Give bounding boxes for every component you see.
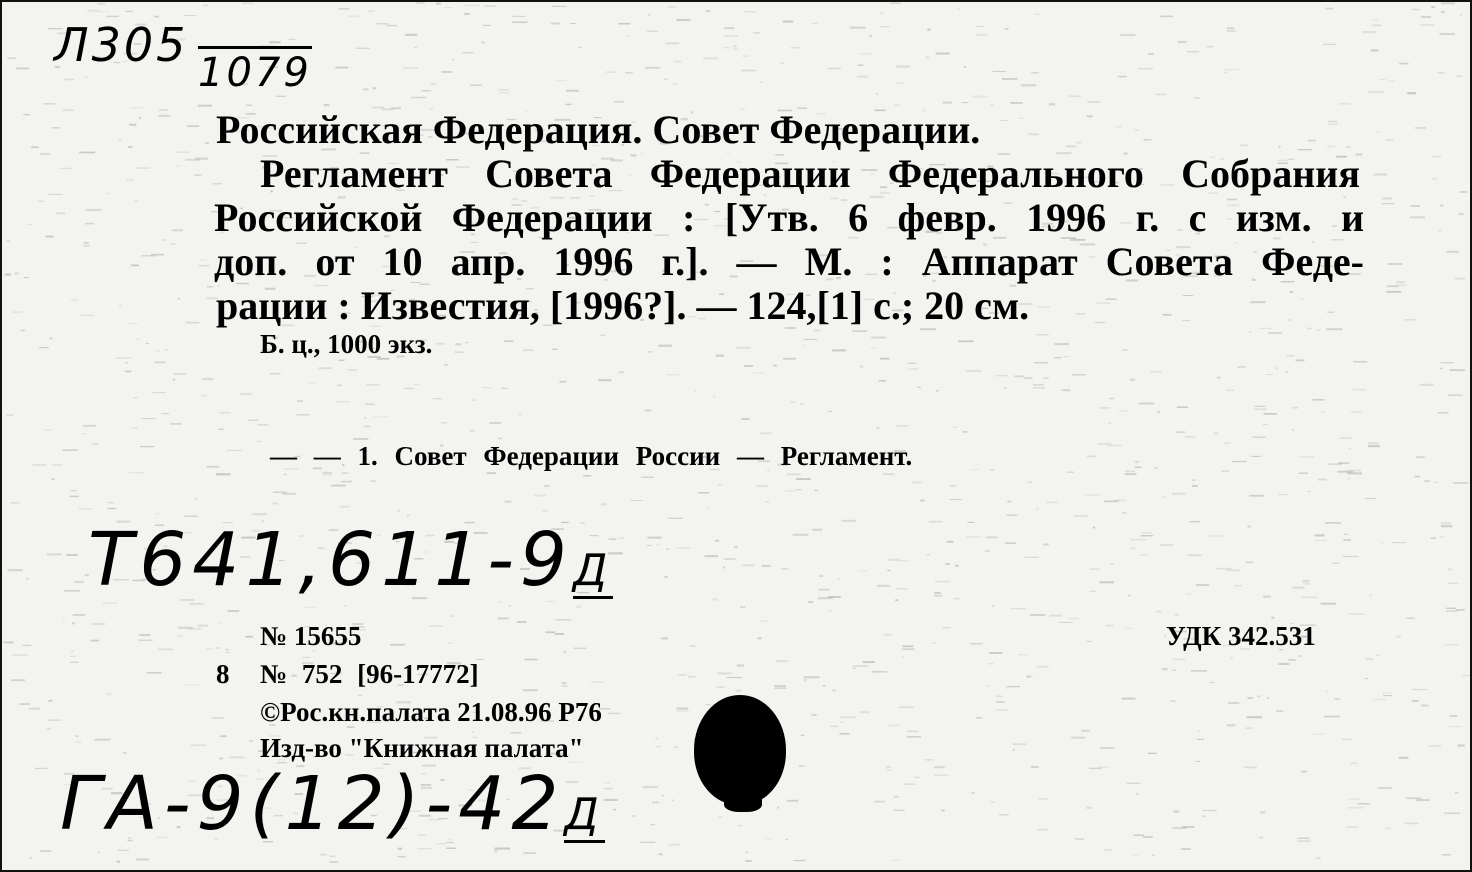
price-print-run: Б. ц., 1000 экз. bbox=[260, 329, 433, 359]
entry-title-line-1: Регламент Совета Федерации Федерального Собрания bbox=[260, 151, 1360, 196]
record-number: № 15655 bbox=[260, 621, 362, 651]
handwritten-code-middle-main: Т641,611-9 bbox=[88, 517, 573, 603]
publisher-line: Изд-во "Книжная палата" bbox=[260, 733, 584, 763]
copyright-line: ©Рос.кн.палата 21.08.96 Р76 bbox=[260, 697, 602, 727]
record-prefix-number: 8 bbox=[216, 659, 230, 689]
entry-title-line-2: Российской Федерации : [Утв. 6 февр. 1996 г. с изм. и bbox=[214, 195, 1364, 240]
handwritten-code-bottom-suffix: Д bbox=[564, 789, 604, 843]
handwritten-code-top-a: Л305 bbox=[54, 18, 189, 72]
udk-code: УДК 342.531 bbox=[1166, 621, 1316, 651]
card-punch-hole-tail bbox=[724, 794, 762, 812]
handwritten-code-middle-suffix: Д bbox=[573, 545, 613, 599]
handwritten-code-top-b: 1079 bbox=[198, 50, 312, 96]
record-number-2: № 752 [96-17772] bbox=[260, 659, 479, 689]
handwritten-code-middle bbox=[88, 517, 614, 611]
entry-title-line-3: доп. от 10 апр. 1996 г.]. — М. : Аппарат Совета Феде- bbox=[214, 239, 1364, 284]
subject-heading: — — 1. Совет Федерации России — Регламент. bbox=[270, 441, 913, 471]
handwritten-code-bottom-main: ГА-9(12)-42 bbox=[60, 761, 565, 847]
entry-title-line-4: рации : Известия, [1996?]. — 124,[1] с.; 20 см. bbox=[216, 283, 1030, 328]
card-punch-hole bbox=[694, 695, 786, 805]
handwritten-code-top bbox=[54, 20, 188, 70]
handwritten-code-top-b-wrap bbox=[198, 46, 312, 95]
entry-heading: Российская Федерация. Совет Федерации. bbox=[216, 107, 981, 152]
handwritten-code-bottom bbox=[60, 761, 605, 855]
